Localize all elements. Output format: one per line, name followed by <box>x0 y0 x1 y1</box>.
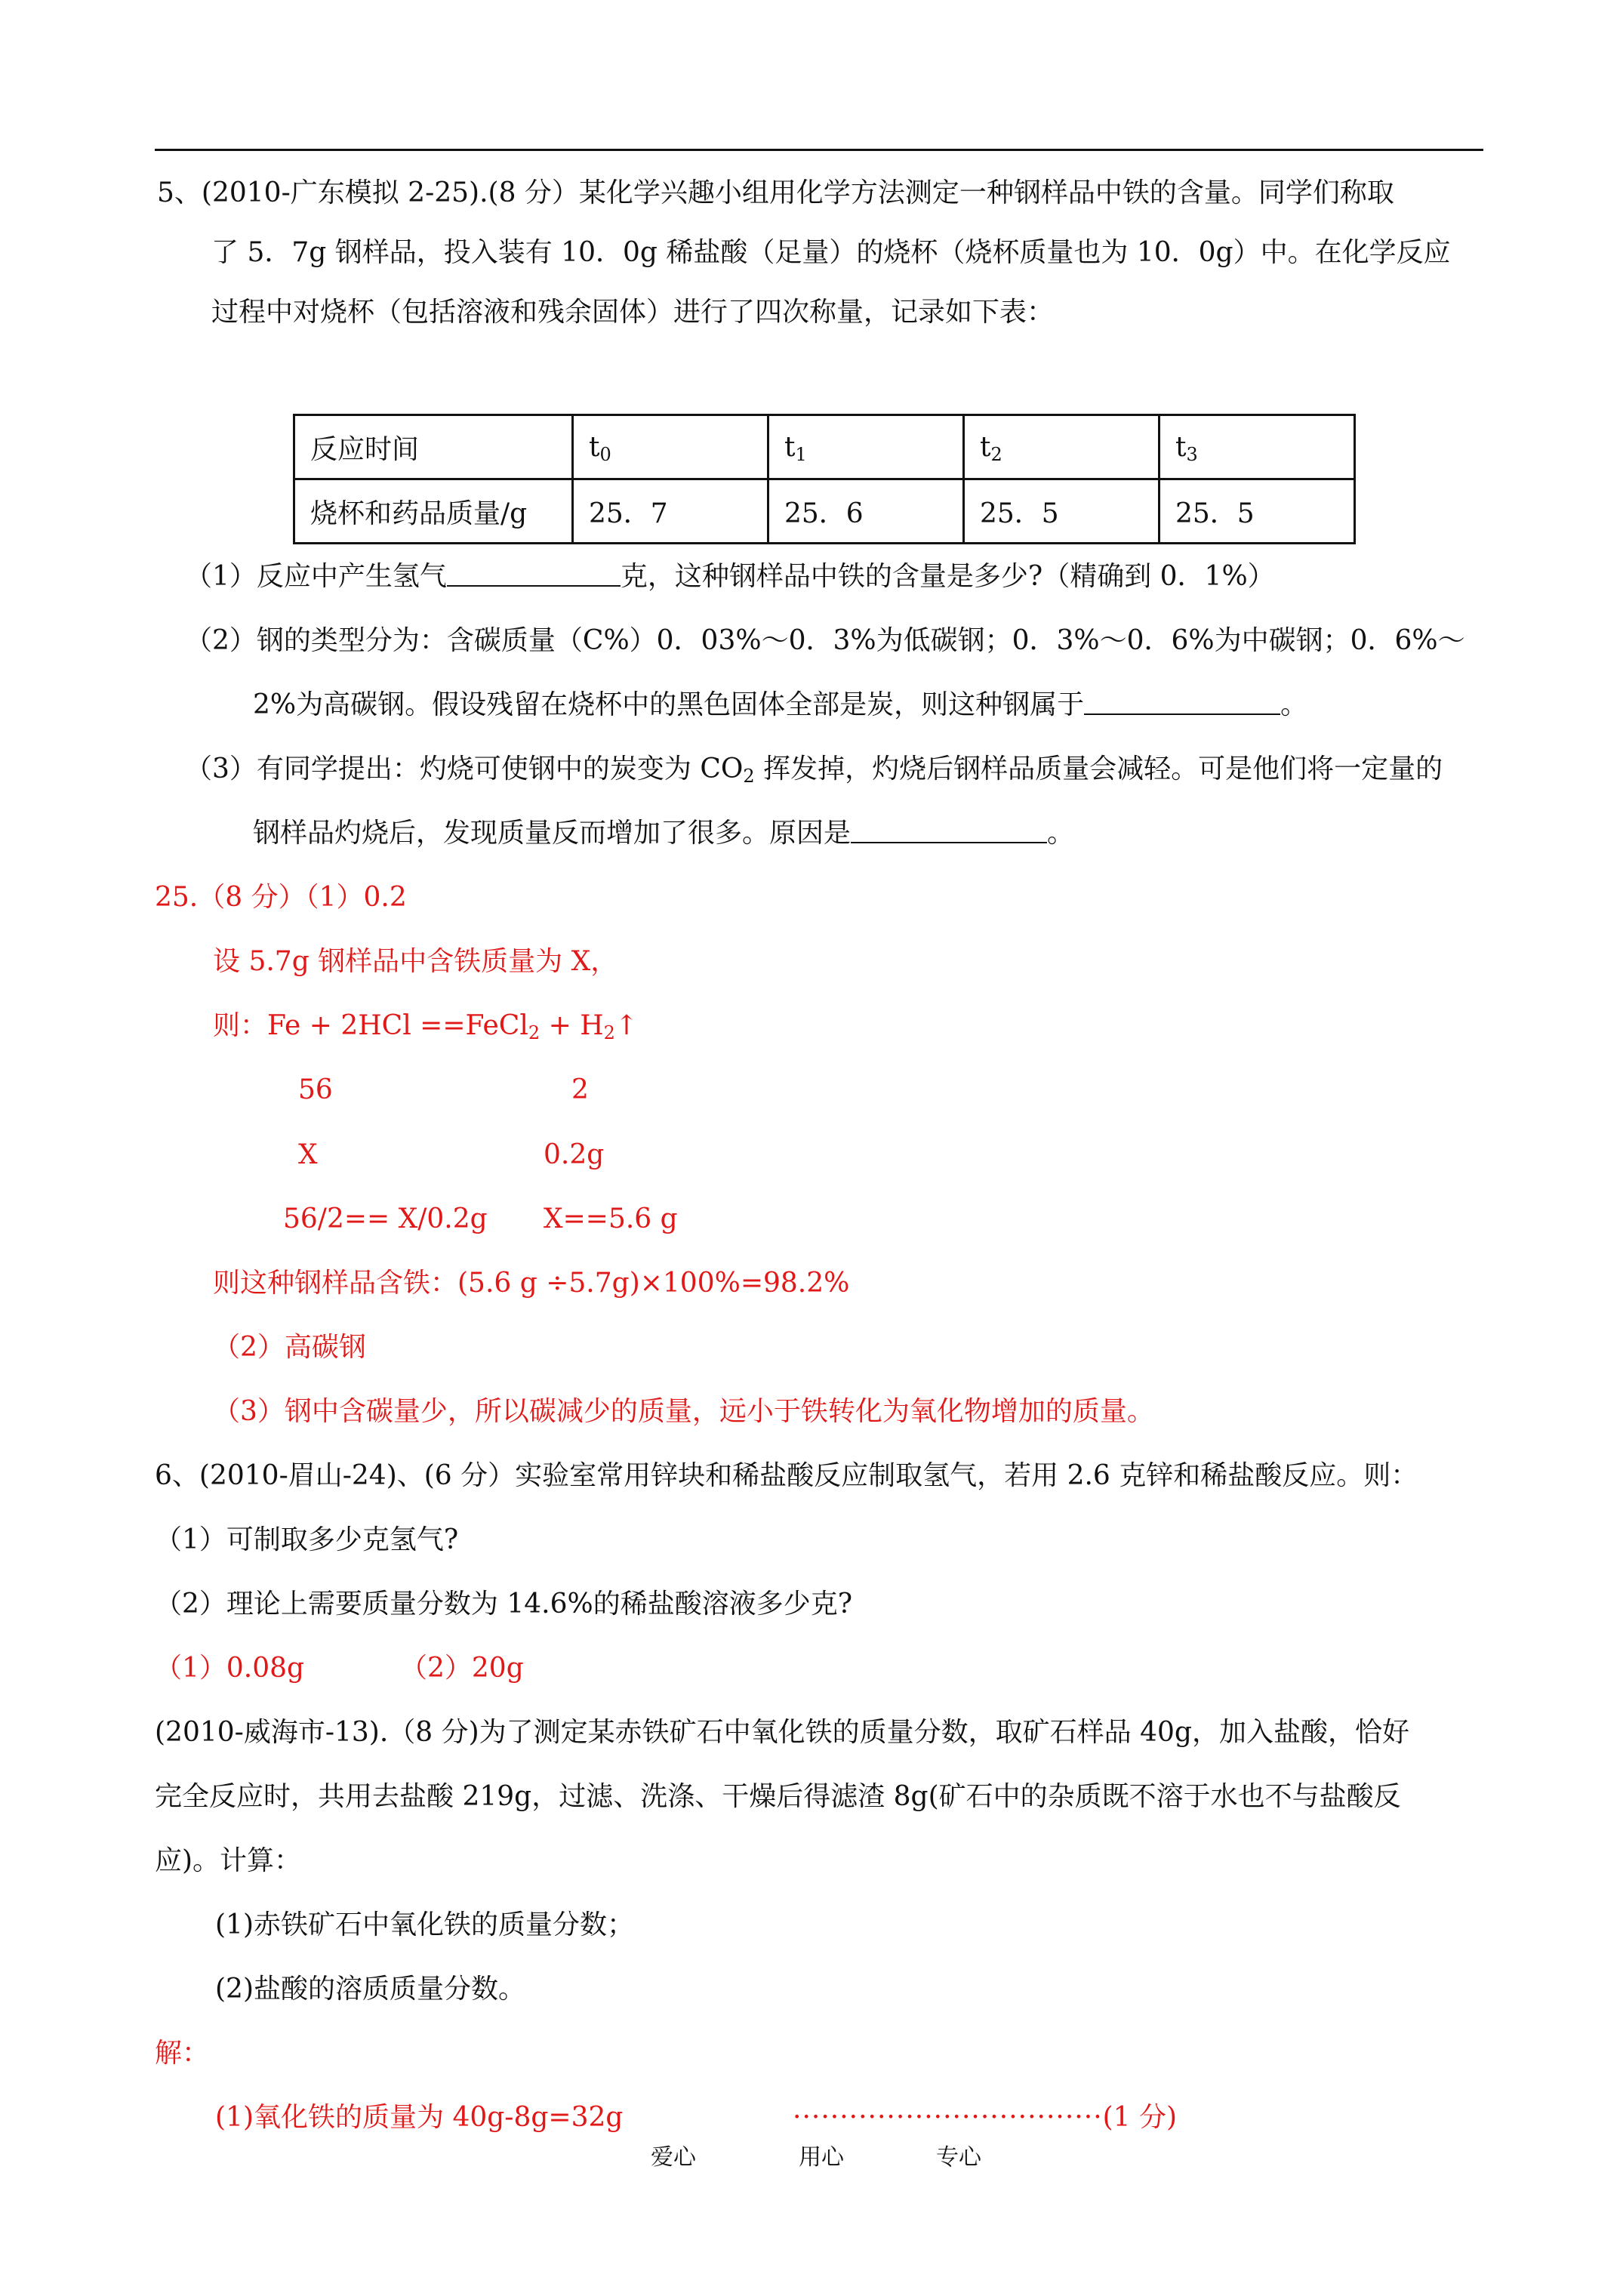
table-cell <box>573 415 768 479</box>
a5-ratio-left: 56 <box>298 1074 333 1105</box>
q7-line-2: 完全反应时，共用去盐酸 219g，过滤、洗涤、干燥后得滤渣 8g(矿石中的杂质既不溶于水也不与盐酸反 <box>155 1781 1401 1812</box>
time-base: t <box>784 431 796 463</box>
a5-proportion: 56/2== X/0.2g <box>283 1203 488 1234</box>
eq-subscript: 2 <box>528 1022 540 1043</box>
time-base: t <box>1175 431 1187 463</box>
answer-blank <box>1084 691 1280 715</box>
q5-sub2-suffix: 。 <box>1280 689 1308 720</box>
score-label: (1 分) <box>1102 2102 1178 2133</box>
q5-sub3-text-a: （3）有同学提出：灼烧可使钢中的炭变为 CO <box>185 754 744 784</box>
q7-solution-1-score <box>793 2101 1177 2134</box>
q5-sub2-prefix: 2%为高碳钢。假设残留在烧杯中的黑色固体全部是炭，则这种钢属于 <box>253 689 1085 720</box>
q6-sub2: （2）理论上需要质量分数为 14.6%的稀盐酸溶液多少克? <box>155 1589 853 1620</box>
a5-unknown-left: X <box>298 1139 318 1170</box>
q7-solution-1: (1)氧化铁的质量为 40g-8g=32g <box>215 2102 624 2133</box>
q5-intro-line-2: 了 5．7g 钢样品，投入装有 10．0g 稀盐酸（足量）的烧杯（烧杯质量也为 10．0g）中。在化学反应 <box>211 237 1451 268</box>
table-cell <box>964 415 1160 479</box>
table-row <box>294 479 1355 544</box>
q6-answer-2: （2）20g <box>400 1653 524 1684</box>
footer-item-3: 专心 <box>936 2144 981 2171</box>
q5-sub2-line-1: （2）钢的类型分为：含碳质量（C%）0．03%～0．3%为低碳钢；0．3%～0．6%为中碳钢；0．6%～ <box>185 625 1465 656</box>
eq-subscript: 2 <box>603 1022 615 1043</box>
q7-sub2: (2)盐酸的溶质质量分数。 <box>215 1974 525 2005</box>
q7-sub1: (1)赤铁矿石中氧化铁的质量分数； <box>215 1909 634 1940</box>
table-cell: 25．7 <box>573 479 768 544</box>
a5-let: 设 5.7g 钢样品中含铁质量为 X， <box>213 946 618 977</box>
q5-sub3-prefix: 钢样品灼烧后，发现质量反而增加了很多。原因是 <box>253 818 852 849</box>
co2-subscript: 2 <box>743 766 755 787</box>
time-base: t <box>589 431 600 463</box>
a5-head: 25.（8 分）（1）0.2 <box>155 882 407 913</box>
a5-answer-2: （2）高碳钢 <box>213 1332 366 1363</box>
leader-dots: ································· <box>793 2102 1103 2133</box>
time-base: t <box>980 431 991 463</box>
a5-ratio-right: 2 <box>571 1074 589 1105</box>
q7-line-3: 应)。计算： <box>155 1845 302 1876</box>
up-arrow-icon: ↑ <box>614 1010 639 1041</box>
answer-blank <box>851 819 1047 843</box>
header-rule <box>155 149 1483 151</box>
q7-solution-head: 解： <box>155 2038 210 2069</box>
time-subscript: 3 <box>1186 443 1198 465</box>
q5-sub2-line-2 <box>253 689 1307 722</box>
answer-blank <box>447 562 621 587</box>
table-cell: 反应时间 <box>294 415 573 479</box>
footer-item-2: 用心 <box>799 2144 844 2171</box>
q5-sub3-line-1 <box>185 753 1443 786</box>
q5-sub3-line-2 <box>253 817 1074 850</box>
q6-answer-1: （1）0.08g <box>155 1653 305 1684</box>
q5-sub1-suffix: 克，这种钢样品中铁的含量是多少?（精确到 0．1%） <box>620 561 1275 592</box>
table-cell: 25．5 <box>1160 479 1355 544</box>
a5-equation <box>213 1009 638 1043</box>
q5-sub1 <box>185 560 1275 593</box>
a5-result: 则这种钢样品含铁：(5.6 g ÷5.7g)×100%=98.2% <box>213 1268 850 1299</box>
q7-line-1: (2010-威海市-13).（8 分)为了测定某赤铁矿石中氧化铁的质量分数，取矿石样品 40g，加入盐酸，恰好 <box>155 1717 1409 1748</box>
reaction-data-table <box>293 414 1356 544</box>
eq-part-b: + H <box>540 1010 604 1041</box>
time-subscript: 1 <box>795 443 807 465</box>
q5-intro-line-3: 过程中对烧杯（包括溶液和残余固体）进行了四次称量，记录如下表： <box>211 297 1055 328</box>
table-cell: 25．6 <box>768 479 964 544</box>
footer-item-1: 爱心 <box>651 2144 696 2171</box>
q6-sub1: （1）可制取多少克氢气? <box>155 1524 459 1555</box>
q5-sub3-suffix: 。 <box>1047 818 1075 849</box>
a5-unknown-right: 0.2g <box>544 1139 605 1170</box>
a5-solution: X==5.6 g <box>544 1203 678 1234</box>
q5-intro-line-1: 5、(2010-广东模拟 2-25).(8 分）某化学兴趣小组用化学方法测定一种钢样品中铁的含量。同学们称取 <box>157 177 1394 208</box>
table-cell <box>1160 415 1355 479</box>
q6-intro: 6、(2010-眉山-24)、(6 分）实验室常用锌块和稀盐酸反应制取氢气，若用 2.6 克锌和稀盐酸反应。则： <box>155 1460 1418 1491</box>
table-cell: 烧杯和药品质量/g <box>294 479 573 544</box>
table-cell: 25．5 <box>964 479 1160 544</box>
time-subscript: 2 <box>990 443 1002 465</box>
q5-sub3-text-b: 挥发掉，灼烧后钢样品质量会减轻。可是他们将一定量的 <box>754 754 1443 784</box>
eq-part-a: 则：Fe + 2HCl ==FeCl <box>213 1010 528 1041</box>
time-subscript: 0 <box>599 443 611 465</box>
q5-sub1-prefix: （1）反应中产生氢气 <box>185 561 447 592</box>
a5-answer-3: （3）钢中含碳量少，所以碳减少的质量，远小于铁转化为氧化物增加的质量。 <box>213 1396 1154 1427</box>
table-cell <box>768 415 964 479</box>
table-row <box>294 415 1355 479</box>
